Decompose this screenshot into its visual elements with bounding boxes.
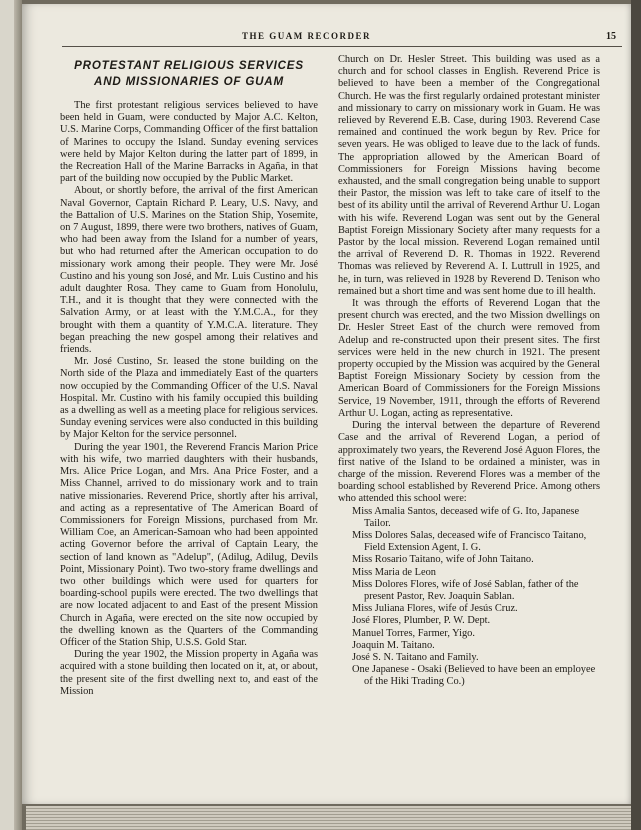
left-column: [60, 56, 318, 698]
paragraph: Church on Dr. Hesler Street. This building was used as a church and for school classes in English. Reverend Price is believed to have been a member of the Congregational Church. He was the first regularly ordained protestant minister and missionary to carry on missionary work in Guam. He was relieved by Reverend E.B. Case, during 1903. Reverend Case remained and continued the work begun by Rev. Price for seven years. He was obliged to leave due to the lack of funds. The appropriation allowed by the American Board of Commissioners for Foreign Missions having become exhausted, and the small congregation being unable to support their Pastor, the mission was left to take care of itself to the best of its ability until the arrival of Reverend Arthur U. Logan with his wife. Reverend Logan was sent out by the General Baptist Foreign Missionary Society after many requests for a Pastor by the local mission. Reverend Logan remained until the arrival of Reverend D. R. Thomas in 1922. Reverend Thomas was relieved by Reverend A. I. Luttrull in 1925, and he, in turn, was relieved in 1928 by Reverend D. Tenison who remained but a short time and was sent home due to ill health.: [338, 54, 600, 297]
paragraph: Mr. José Custino, Sr. leased the stone building on the North side of the Plaza and immediately East of the quarters now occupied by the Commanding Officer of the U.S. Naval Hospital. Mr. Custino with his family occupied this building as a dwelling as well as a meeting place for religious services. Sunday evening services were also conducted in this building by Major Kelton for the service personnel.: [60, 356, 318, 441]
book-gutter: [14, 0, 22, 830]
list-item: Miss Dolores Flores, wife of José Sablan, father of the present Pastor, Rev. Joaquin Sablan.: [352, 578, 579, 602]
attendee-list: [338, 506, 600, 689]
running-title: THE GUAM RECORDER: [242, 31, 372, 41]
list-item: Joaquin M. Taitano.: [352, 639, 435, 651]
list-item: One Japanese - Osaki (Believed to have been an employee of the Hiki Trading Co.): [352, 664, 596, 688]
list-item: Miss Rosario Taitano, wife of John Taitano.: [352, 554, 534, 566]
article-title-line-2: AND MISSIONARIES OF GUAM: [94, 75, 284, 88]
list-item: Miss Amalia Santos, deceased wife of G. Ito, Japanese Tailor.: [352, 505, 580, 529]
page-number: 15: [606, 31, 616, 42]
list-item: Miss Dolores Salas, deceased wife of Francisco Taitano, Field Extension Agent, I. G.: [352, 529, 587, 554]
article-title-line-1: PROTESTANT RELIGIOUS SERVICES: [74, 59, 304, 72]
right-column: [338, 54, 600, 689]
article-title: [60, 58, 318, 90]
running-head: [62, 28, 622, 47]
paragraph: During the interval between the departure of Reverend Case and the arrival of Reverend Logan, a period of approximately two years, the Reverend José Aguon Flores, the first native of the Island to be ordained a minister, was in charge of the mission. Reverend Flores was a member of the boarding school established by Reverend Price. Among others who attended this school were:: [338, 420, 600, 505]
list-item: Miss Juliana Flores, wife of Jesús Cruz.: [352, 603, 518, 615]
paragraph: During the year 1901, the Reverend Francis Marion Price with his wife, two married daughters with their husbands, Mrs. Alice Price Logan, and Mrs. Ana Price Foster, and a Miss Channel, arrived to do missionary work and to train native missionaries. Reverend Price, shortly after his arrival, and acting as a representative of The American Board of Commissioners for Foreign Missions, purchased from Mr. William Coe, an American-Samoan who had been appointed acting Governor before the arrival of Captain Leary, the section of land known as "Adelup", (Adilug, Adilug, Devils Point, Missionary Point). Two two-story frame dwellings and two other buildings which were used for quarters for boarding-school pupils were erected. The two dwellings that are now located adjacent to and East of the present Mission Church in Agaña, were erected on the site now occupied by the dwelling known as the Quarters of the Commanding Officer of the Station Ship, U.S.S. Gold Star.: [60, 441, 318, 648]
paragraph: It was through the efforts of Reverend Logan that the present church was erected, and the two Mission dwellings on Dr. Hesler Street East of the church were removed from Adelup and re-constructed upon their present sites. The first services were held in the new church in 1921. The present property occupied by the Mission was acquired by the General Baptist Foreign Missionary Society by cession from the American Board of Commissioners for the Foreign Missions Service, 19 November, 1911, through the efforts of Reverend Arthur U. Logan, acting as representative.: [338, 298, 600, 419]
adjacent-page-edge: [0, 0, 14, 830]
page-stack-edge: [26, 806, 631, 830]
list-item: Manuel Torres, Farmer, Yigo.: [352, 627, 475, 639]
paragraph: The first protestant religious services believed to have been held in Guam, were conducted by Major A.C. Kelton, U.S. Marine Corps, Commanding Officer of the first battalion of Marines to occupy the Island. Sunday evening services were held by Major Kelton during the latter part of 1899, in the Recreation Hall of the Marine Barracks in Agaña, in that part of the building now occupied by the Public Market.: [60, 100, 318, 185]
background-edge: [631, 0, 641, 830]
list-item: José S. N. Taitano and Family.: [352, 651, 479, 663]
paragraph: During the year 1902, the Mission property in Agaña was acquired with a stone building then located on it, at, or about, the present site of the first dwelling next to, and east of the Mission: [60, 649, 318, 697]
list-item: Miss Maria de Leon: [352, 566, 436, 578]
list-item: José Flores, Plumber, P. W. Dept.: [352, 615, 491, 627]
paragraph: About, or shortly before, the arrival of the first American Naval Governor, Captain Richard P. Leary, U.S. Navy, and the Battalion of U.S. Marines on the Station Ship, Yosemite, on 7 August, 1899, there were two brothers, natives of Guam, who had been away from the Island for a number of years, but who had returned after the American occupation to do missionary work among their people. They were Mr. José Custino and his young son José, and Mr. Luis Custino and his adult daughter Rosa. They came to Guam from Honolulu, T.H., and it is thought that they were connected with the Salvation Army, or at least with the Y.M.C.A., for they brought with them a quantity of Y.M.C.A. literature. They began preaching the new gospel among their relatives and friends.: [60, 185, 318, 356]
document-page: [22, 4, 631, 804]
